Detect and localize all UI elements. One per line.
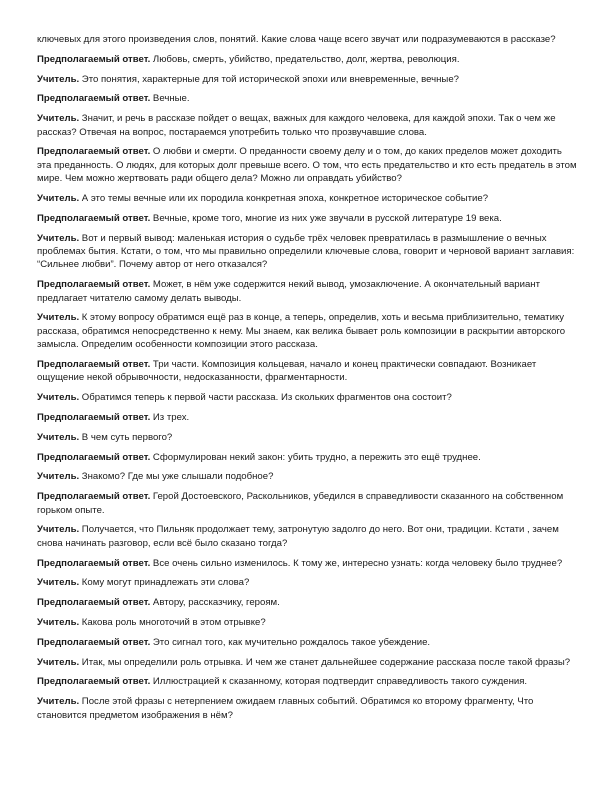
speaker-label: Учитель. <box>37 471 80 483</box>
paragraph <box>37 523 577 550</box>
paragraph <box>37 92 577 105</box>
paragraph <box>37 431 577 444</box>
paragraph-text: А это темы вечные или их породила конкретная эпоха, конкретное историческое событие? <box>79 193 489 204</box>
paragraph-text: Автору, рассказчику, героям. <box>150 597 280 609</box>
paragraph-text: О любви и смерти. О преданности своему делу и о том, до каких пределов может доходить эта преданность. О людях, для которых долг превыше всего. О том, что есть предательство и кто есть предатель в этом мире. Чем можно жертвовать ради общего дела? Можно ли оправдать убийство? <box>37 146 577 185</box>
paragraph-text: Знакомо? Где мы уже слышали подобное? <box>79 471 274 483</box>
paragraph-text: Это понятия, характерные для той исторической эпохи или вневременные, вечные? <box>79 73 459 85</box>
paragraph-text: Любовь, смерть, убийство, предательство, долг, жертва, революция. <box>150 53 460 65</box>
paragraph-text: Значит, и речь в рассказе пойдет о вещах, важных для каждого человека, для каждой эпохи. Так о чем же рассказ? Отвечая на вопрос, постараемся употребить только что прозвучавшие слова. <box>37 113 556 138</box>
speaker-label: Учитель. <box>37 312 80 324</box>
paragraph <box>37 278 577 305</box>
paragraph <box>37 636 577 649</box>
speaker-label: Учитель. <box>37 431 80 443</box>
speaker-label: Предполагаемый ответ. <box>37 359 151 371</box>
paragraph-text: Иллюстрацией к сказанному, которая подтвердит справедливость такого суждения. <box>150 676 528 688</box>
speaker-label: Учитель. <box>37 392 80 404</box>
paragraph <box>37 470 577 483</box>
speaker-label: Учитель. <box>37 193 80 204</box>
paragraph-text: Кому могут принадлежать эти слова? <box>79 577 250 589</box>
paragraph <box>37 73 577 86</box>
paragraph-text: В чем суть первого? <box>79 431 173 443</box>
speaker-label: Предполагаемый ответ. <box>37 636 151 648</box>
speaker-label: Предполагаемый ответ. <box>37 53 151 65</box>
speaker-label: Предполагаемый ответ. <box>37 557 151 569</box>
paragraph-text: Это сигнал того, как мучительно рождалось такое убеждение. <box>150 636 431 648</box>
speaker-label: Учитель. <box>37 113 80 125</box>
speaker-label: Учитель. <box>37 656 80 668</box>
speaker-label: Учитель. <box>37 696 80 708</box>
paragraph <box>37 557 577 570</box>
paragraph <box>37 596 577 609</box>
paragraph-text: Три части. Композиция кольцевая, начало и конец практически совпадают. Возникает ощущение некой обрывочности, недосказанности, фрагментарности. <box>37 359 537 384</box>
paragraph-text: После этой фразы с нетерпением ожидаем главных событий. Обратимся ко второму фрагменту, Что становится предметом изображения в нём? <box>37 696 534 721</box>
paragraph <box>37 695 577 722</box>
paragraph-text: Может, в нём уже содержится некий вывод, умозаключение. А окончательный вариант предлагает читателю самому делать выводы. <box>37 279 541 304</box>
paragraph-text: Вечные, кроме того, многие из них уже звучали в русской литературе 19 века. <box>150 212 502 224</box>
paragraph <box>37 490 577 517</box>
paragraph-text: Вечные. <box>150 93 190 105</box>
speaker-label: Предполагаемый ответ. <box>37 491 151 503</box>
speaker-label: Предполагаемый ответ. <box>37 676 151 688</box>
speaker-label: Предполагаемый ответ. <box>37 212 151 224</box>
speaker-label: Предполагаемый ответ. <box>37 451 151 463</box>
paragraph-text: Итак, мы определили роль отрывка. И чем же станет дальнейшее содержание рассказа после такой фразы? <box>79 656 571 668</box>
paragraph-text: Какова роль многоточий в этом отрывке? <box>79 617 266 628</box>
paragraph <box>37 53 577 66</box>
speaker-label: Предполагаемый ответ. <box>37 412 151 424</box>
paragraph <box>37 616 577 629</box>
speaker-label: Предполагаемый ответ. <box>37 279 151 291</box>
paragraph <box>37 311 577 351</box>
paragraph-text: ключевых для этого произведения слов, понятий. Какие слова чаще всего звучат или подразумеваются в рассказе? <box>37 34 556 45</box>
paragraph <box>37 675 577 688</box>
paragraph-text: Все очень сильно изменилось. К тому же, интересно узнать: когда человеку было труднее? <box>150 557 563 569</box>
speaker-label: Учитель. <box>37 617 80 628</box>
paragraph <box>37 145 577 185</box>
paragraph <box>37 411 577 424</box>
speaker-label: Учитель. <box>37 73 80 85</box>
speaker-label: Предполагаемый ответ. <box>37 146 151 158</box>
paragraph <box>37 656 577 669</box>
speaker-label: Учитель. <box>37 232 80 244</box>
speaker-label: Предполагаемый ответ. <box>37 597 151 609</box>
paragraph-text: Сформулирован некий закон: убить трудно, а пережить это ещё труднее. <box>150 451 481 463</box>
speaker-label: Учитель. <box>37 524 80 536</box>
paragraph <box>37 576 577 589</box>
paragraph <box>37 33 577 46</box>
speaker-label: Предполагаемый ответ. <box>37 93 151 105</box>
paragraph <box>37 451 577 464</box>
paragraph <box>37 112 577 139</box>
paragraph-text: Обратимся теперь к первой части рассказа. Из скольких фрагментов она состоит? <box>79 392 452 404</box>
paragraph-text: Из трех. <box>150 412 190 424</box>
paragraph <box>37 192 577 205</box>
paragraph-text: Получается, что Пильняк продолжает тему, затронутую задолго до него. Вот они, традиции. Кстати , зачем снова начинать разговор, если всё было сказано тогда? <box>37 524 559 549</box>
paragraph-text: К этому вопросу обратимся ещё раз в конце, а теперь, определив, хоть и весьма приблизительно, тематику рассказа, обратимся непосредственно к нему. Мы знаем, как велика бывает роль композиции в раскрытии авторского замысла. Определим особенности композиции этого рассказа. <box>37 312 566 351</box>
paragraph-text: Герой Достоевского, Раскольников, убедился в справедливости сказанного на собственном горьком опыте. <box>37 491 564 516</box>
paragraph <box>37 232 577 272</box>
speaker-label: Учитель. <box>37 577 80 589</box>
paragraph <box>37 212 577 225</box>
paragraph <box>37 358 577 385</box>
document-page <box>37 33 577 728</box>
paragraph <box>37 391 577 404</box>
paragraph-text: Вот и первый вывод: маленькая история о судьбе трёх человек превратилась в размышление о вечных проблемах бытия. Кстати, о том, что мы правильно определили ключевые слова, говорит и черновой вариант заглавия: “Сильнее любви”. Почему автор от него отказался? <box>37 232 575 271</box>
